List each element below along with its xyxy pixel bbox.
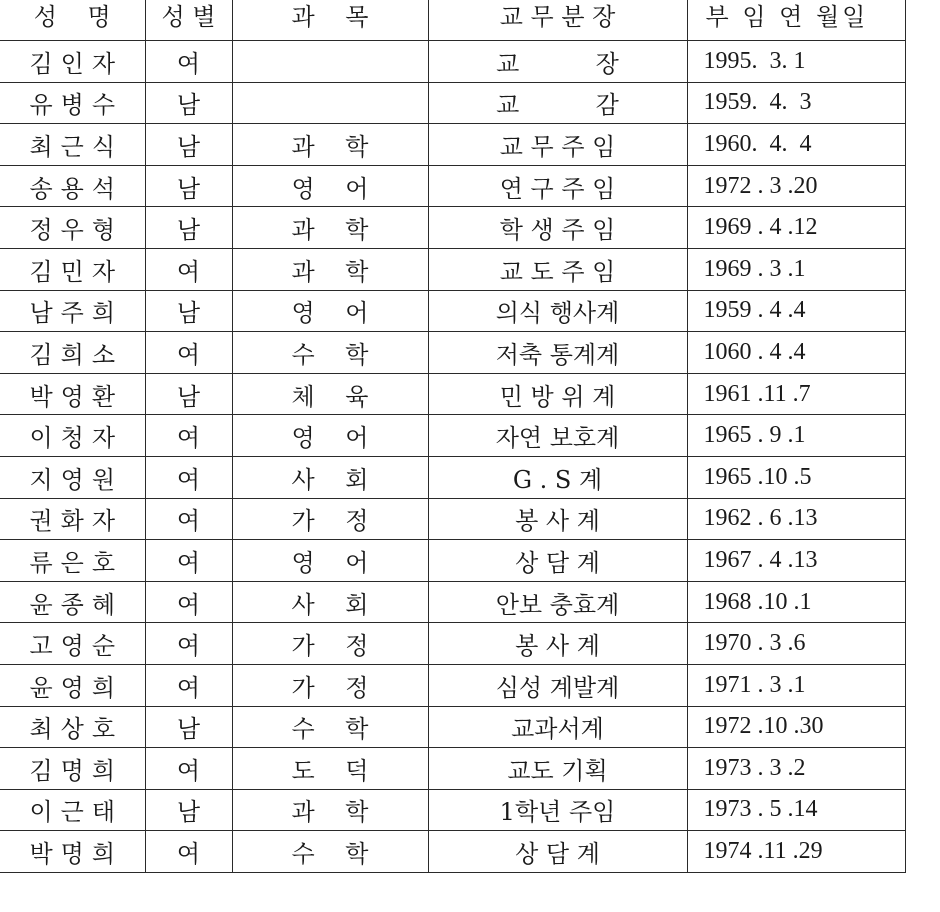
cell-name: 남주희: [0, 290, 145, 332]
header-gender: 성 별: [145, 0, 232, 41]
cell-name: 권화자: [0, 498, 145, 540]
cell-gender: 여: [145, 831, 232, 873]
cell-duty: 심성 계발계: [428, 664, 687, 706]
cell-subject: [232, 41, 428, 83]
header-date: 부 임 연 월일: [687, 0, 905, 41]
cell-name: 이청자: [0, 415, 145, 457]
cell-subject: 가 정: [232, 498, 428, 540]
cell-subject: 사 회: [232, 456, 428, 498]
cell-gender: 남: [145, 789, 232, 831]
cell-gender: 여: [145, 498, 232, 540]
cell-gender: 남: [145, 124, 232, 166]
cell-name: 김인자: [0, 41, 145, 83]
cell-name: 김희소: [0, 332, 145, 374]
cell-name: 윤종혜: [0, 581, 145, 623]
cell-date: 1969 . 3 .1: [687, 248, 905, 290]
cell-name: 고영순: [0, 623, 145, 665]
cell-name: 최근식: [0, 124, 145, 166]
cell-subject: 사 회: [232, 581, 428, 623]
cell-name: 박영환: [0, 373, 145, 415]
table-row: [0, 623, 905, 665]
cell-duty: 저축 통계계: [428, 332, 687, 374]
cell-subject: 가 정: [232, 623, 428, 665]
cell-subject: 수 학: [232, 332, 428, 374]
cell-name: 최상호: [0, 706, 145, 748]
table-row: [0, 748, 905, 790]
header-name: 성 명: [0, 0, 145, 41]
cell-duty: 자연 보호계: [428, 415, 687, 457]
cell-date: 1968 .10 .1: [687, 581, 905, 623]
cell-duty: 연 구 주 임: [428, 165, 687, 207]
table-row: [0, 415, 905, 457]
cell-date: 1965 .10 .5: [687, 456, 905, 498]
cell-name: 김민자: [0, 248, 145, 290]
table-row: [0, 373, 905, 415]
table-row: [0, 41, 905, 83]
cell-gender: 여: [145, 41, 232, 83]
table-row: [0, 82, 905, 124]
cell-duty: 교과서계: [428, 706, 687, 748]
table-row: [0, 498, 905, 540]
cell-date: 1970 . 3 .6: [687, 623, 905, 665]
cell-duty: 의식 행사계: [428, 290, 687, 332]
cell-subject: 영 어: [232, 165, 428, 207]
cell-gender: 여: [145, 623, 232, 665]
cell-date: 1972 . 3 .20: [687, 165, 905, 207]
cell-date: 1971 . 3 .1: [687, 664, 905, 706]
cell-duty: 교 도 주 임: [428, 248, 687, 290]
cell-gender: 남: [145, 207, 232, 249]
cell-name: 정우형: [0, 207, 145, 249]
cell-date: 1973 . 5 .14: [687, 789, 905, 831]
cell-subject: 과 학: [232, 207, 428, 249]
cell-date: 1973 . 3 .2: [687, 748, 905, 790]
cell-name: 이근태: [0, 789, 145, 831]
cell-date: 1959 . 4 .4: [687, 290, 905, 332]
cell-gender: 여: [145, 664, 232, 706]
cell-name: 지영원: [0, 456, 145, 498]
cell-subject: 도 덕: [232, 748, 428, 790]
table-row: [0, 332, 905, 374]
table-row: [0, 456, 905, 498]
cell-gender: 여: [145, 540, 232, 582]
cell-date: 1972 .10 .30: [687, 706, 905, 748]
table-row: [0, 706, 905, 748]
cell-duty: 1학년 주임: [428, 789, 687, 831]
cell-gender: 남: [145, 373, 232, 415]
cell-subject: 과 학: [232, 248, 428, 290]
cell-subject: 체 육: [232, 373, 428, 415]
table-row: [0, 831, 905, 873]
table-row: [0, 248, 905, 290]
cell-gender: 남: [145, 706, 232, 748]
cell-duty: 상 담 계: [428, 831, 687, 873]
cell-subject: 영 어: [232, 415, 428, 457]
cell-subject: 과 학: [232, 789, 428, 831]
cell-gender: 여: [145, 248, 232, 290]
roster-body: [0, 41, 905, 873]
cell-subject: 수 학: [232, 831, 428, 873]
cell-date: 1974 .11 .29: [687, 831, 905, 873]
cell-gender: 여: [145, 748, 232, 790]
cell-duty: 학 생 주 임: [428, 207, 687, 249]
cell-duty: 교 감: [428, 82, 687, 124]
header-row: [0, 0, 905, 41]
cell-name: 송용석: [0, 165, 145, 207]
cell-date: 1965 . 9 .1: [687, 415, 905, 457]
cell-subject: 영 어: [232, 540, 428, 582]
cell-name: 윤영희: [0, 664, 145, 706]
cell-subject: 영 어: [232, 290, 428, 332]
cell-duty: G . S 계: [428, 456, 687, 498]
cell-duty: 상 담 계: [428, 540, 687, 582]
cell-gender: 남: [145, 165, 232, 207]
table-row: [0, 124, 905, 166]
cell-date: 1960. 4. 4: [687, 124, 905, 166]
table-row: [0, 165, 905, 207]
table-row: [0, 207, 905, 249]
cell-date: 1962 . 6 .13: [687, 498, 905, 540]
cell-duty: 민 방 위 계: [428, 373, 687, 415]
cell-date: 1060 . 4 .4: [687, 332, 905, 374]
cell-date: 1961 .11 .7: [687, 373, 905, 415]
header-duty: 교 무 분 장: [428, 0, 687, 41]
cell-gender: 남: [145, 290, 232, 332]
cell-duty: 봉 사 계: [428, 498, 687, 540]
cell-subject: 수 학: [232, 706, 428, 748]
cell-duty: 교도 기획: [428, 748, 687, 790]
cell-gender: 여: [145, 332, 232, 374]
cell-duty: 교 무 주 임: [428, 124, 687, 166]
cell-duty: 안보 충효계: [428, 581, 687, 623]
table-row: [0, 664, 905, 706]
header-subject: 과 목: [232, 0, 428, 41]
cell-date: 1969 . 4 .12: [687, 207, 905, 249]
cell-gender: 여: [145, 415, 232, 457]
cell-gender: 여: [145, 581, 232, 623]
cell-subject: [232, 82, 428, 124]
cell-date: 1959. 4. 3: [687, 82, 905, 124]
cell-gender: 남: [145, 82, 232, 124]
cell-duty: 봉 사 계: [428, 623, 687, 665]
cell-date: 1967 . 4 .13: [687, 540, 905, 582]
table-row: [0, 789, 905, 831]
cell-gender: 여: [145, 456, 232, 498]
cell-name: 류은호: [0, 540, 145, 582]
table-row: [0, 540, 905, 582]
cell-date: 1995. 3. 1: [687, 41, 905, 83]
table-row: [0, 581, 905, 623]
cell-duty: 교 장: [428, 41, 687, 83]
cell-name: 유병수: [0, 82, 145, 124]
cell-name: 김명희: [0, 748, 145, 790]
cell-name: 박명희: [0, 831, 145, 873]
cell-subject: 과 학: [232, 124, 428, 166]
table-row: [0, 290, 905, 332]
cell-subject: 가 정: [232, 664, 428, 706]
